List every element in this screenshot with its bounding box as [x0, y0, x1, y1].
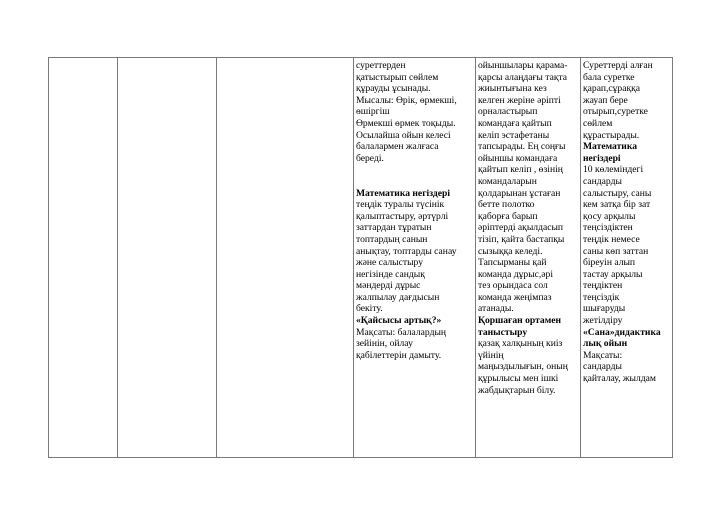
cell-text-line: орналастырып	[478, 106, 538, 118]
cell-text-line: мәндерді дұрыс	[356, 280, 421, 292]
cell-text-line: Суреттерді алған	[583, 60, 653, 71]
cell-text-line: теңдіктен	[583, 280, 623, 292]
cell-text-line: бекіту.	[356, 303, 383, 315]
cell-text-line: бетте полотко	[478, 199, 535, 211]
cell-text-line: қабілеттерін дамыту.	[356, 349, 442, 361]
cell-text-line: және салыстыру	[356, 257, 423, 269]
cell-text-line: келген жеріне әріпті	[478, 94, 561, 106]
cell-text-line: тез орындаса сол	[478, 280, 548, 292]
cell-text-line: Мысалы: Өрік, өрмекші,	[356, 94, 457, 106]
cell-text-line: біреуін алып	[583, 257, 636, 269]
cell-text-line: Өрмекші өрмек тоқыды.	[356, 117, 456, 129]
cell-text-line: зейінін, ойлау	[356, 338, 413, 350]
cell-heading-line: негіздері	[583, 152, 621, 164]
cell-text-line: қаборға барып	[478, 210, 538, 222]
cell-text-line: суреттерден	[356, 60, 406, 71]
cell-text-line: жауап бере	[583, 94, 628, 106]
cell-heading-line: Қоршаған ортамен	[478, 315, 562, 327]
cell-text-line: Осылайша ойын келесі	[356, 129, 451, 141]
cell-text-line: жабдықтарын білу.	[478, 384, 556, 396]
cell-text-line: қосу арқылы	[583, 210, 636, 222]
cell-text-line: ойыншы командаға	[478, 152, 558, 164]
table-cell-col5	[478, 60, 578, 396]
cell-text-line: қарап,сұраққа	[583, 83, 641, 95]
cell-text-line: қайталау, жылдам	[583, 373, 656, 385]
column-divider	[216, 58, 217, 457]
cell-text-line: береді.	[356, 152, 384, 164]
cell-text-line: құрауды ұсынады.	[356, 83, 431, 95]
cell-text-line: тастау арқылы	[583, 268, 643, 280]
cell-text-line: тапсырады. Ең соңғы	[478, 141, 566, 153]
cell-text-line: саны көп заттан	[583, 245, 649, 257]
cell-text-line: командаларын	[478, 175, 537, 187]
cell-text-line: келіп эстафетаны	[478, 129, 550, 141]
cell-text-line: жиынтығына кез	[478, 83, 547, 95]
cell-text-line: қалыптастыру, әртүрлі	[356, 210, 449, 222]
cell-text-line: команда жеңімпаз	[478, 291, 552, 303]
cell-text-line: әріптерді ақылдасып	[478, 222, 564, 234]
cell-text-line: теңсіздік	[583, 291, 620, 303]
cell-text-line: бала суретке	[583, 71, 635, 83]
cell-text-line: сызыққа келеді.	[478, 245, 543, 257]
cell-text-line: құрастырады.	[583, 129, 640, 141]
cell-text-line: 10 көлеміндегі	[583, 164, 644, 176]
cell-text-line: шығаруды	[583, 303, 626, 315]
cell-text-line: қайтып келіп , өзінің	[478, 164, 563, 176]
cell-text-line: қолдарынан ұстаған	[478, 187, 561, 199]
cell-text-line: сөйлем	[583, 117, 613, 129]
cell-text-line: теңсіздіктен	[583, 222, 633, 234]
cell-text-line: Мақсаты: балалардың	[356, 326, 447, 338]
cell-text-line: отырып,суретке	[583, 106, 648, 118]
cell-heading-line: таныстыру	[478, 326, 528, 338]
cell-text-line: анықтау, топтарды санау	[356, 245, 457, 257]
cell-text-line	[356, 176, 474, 188]
cell-text-line: кем затқа бір зат	[583, 199, 651, 211]
cell-text-line: балалармен жалғаса	[356, 141, 439, 153]
cell-text-line: сандарды	[583, 361, 622, 373]
cell-text-line: Тапсырманы қай	[478, 257, 547, 269]
cell-text-line: үйінің	[478, 349, 504, 361]
cell-text-line: сандарды	[583, 175, 622, 187]
cell-text-line: атанады.	[478, 303, 514, 315]
table-cell-col4	[356, 60, 474, 361]
column-divider	[117, 58, 118, 457]
cell-text-line: заттардан тұратын	[356, 222, 432, 234]
cell-text-line	[356, 164, 474, 176]
cell-text-line: команда дұрыс,әрі	[478, 268, 554, 280]
cell-text-line: теңдік туралы түсінік	[356, 199, 445, 211]
column-divider	[353, 58, 354, 457]
cell-text-line: маңыздылығын, оның	[478, 361, 568, 373]
cell-text-line: Мақсаты:	[583, 349, 623, 361]
cell-text-line: жалпылау дағдысын	[356, 291, 440, 303]
cell-text-line: командаға қайтып	[478, 117, 552, 129]
cell-text-line: салыстыру, саны	[583, 187, 652, 199]
cell-text-line: қарсы алаңдағы тақта	[478, 71, 568, 83]
cell-heading-line: «Сана»дидактика	[583, 326, 661, 338]
cell-text-line: негізінде сандық	[356, 268, 425, 280]
cell-heading-line: «Қайсысы артық?»	[356, 315, 442, 327]
cell-text-line: теңдік немесе	[583, 233, 640, 245]
column-divider	[475, 58, 476, 457]
cell-text-line: жетілдіру	[583, 315, 623, 327]
cell-text-line: қазақ халқының киіз	[478, 338, 563, 350]
cell-heading-line: Математика негіздері	[356, 187, 451, 199]
cell-text-line: ойыншылары қарама-	[478, 60, 568, 71]
lesson-plan-table	[48, 57, 673, 458]
cell-heading-line: Математика	[583, 141, 638, 153]
cell-text-line: топтардың санын	[356, 233, 428, 245]
column-divider	[580, 58, 581, 457]
cell-text-line: қатыстырып сөйлем	[356, 71, 439, 83]
cell-text-line: өшіргіш	[356, 106, 390, 118]
table-cell-col6	[583, 60, 673, 385]
cell-heading-line: лық ойын	[583, 338, 628, 350]
cell-text-line: құрылысы мен ішкі	[478, 373, 559, 385]
cell-text-line: тізіп, қайта бастапқы	[478, 233, 565, 245]
